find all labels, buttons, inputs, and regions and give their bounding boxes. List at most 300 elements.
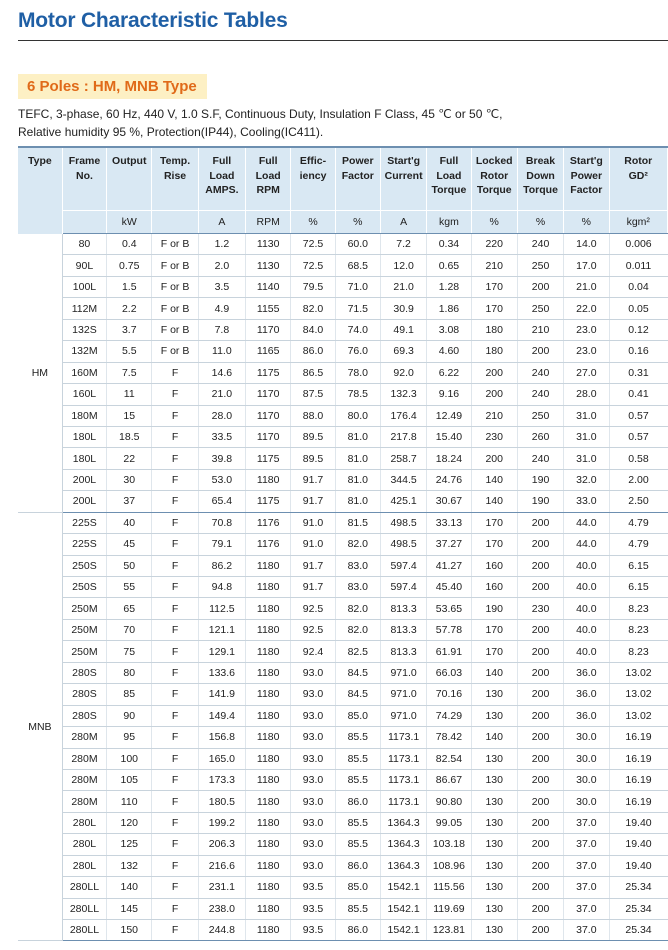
column-header-line: Output xyxy=(112,155,147,167)
table-cell: 32.0 xyxy=(564,469,609,490)
spec-text xyxy=(18,105,658,141)
table-cell: 93.0 xyxy=(291,662,335,683)
table-cell: 238.0 xyxy=(198,898,245,919)
table-cell: 27.0 xyxy=(564,362,609,383)
table-row xyxy=(18,319,668,340)
table-cell: 9.16 xyxy=(427,384,471,405)
table-cell: 344.5 xyxy=(380,469,426,490)
table-cell: 200 xyxy=(517,898,563,919)
table-cell: 110 xyxy=(107,791,152,812)
section-heading: 6 Poles : HM, MNB Type xyxy=(18,74,207,99)
column-header-line: Load xyxy=(255,169,281,182)
table-cell: 85 xyxy=(107,684,152,705)
column-header-line: Rise xyxy=(163,169,187,182)
table-cell: 173.3 xyxy=(198,769,245,790)
table-cell: 82.0 xyxy=(291,298,335,319)
table-cell: 216.6 xyxy=(198,855,245,876)
table-cell: 1165 xyxy=(246,341,291,362)
table-cell: 132.3 xyxy=(380,384,426,405)
table-cell: 93.5 xyxy=(291,898,335,919)
table-cell: 2.0 xyxy=(198,255,245,276)
table-cell: 141.9 xyxy=(198,684,245,705)
table-row xyxy=(18,426,668,447)
table-cell: 1180 xyxy=(246,791,291,812)
table-cell: 4.9 xyxy=(198,298,245,319)
table-cell: 90.80 xyxy=(427,791,471,812)
table-cell: 220 xyxy=(471,234,517,255)
table-cell: 1173.1 xyxy=(380,791,426,812)
table-cell: 31.0 xyxy=(564,426,609,447)
table-cell: 250 xyxy=(517,298,563,319)
table-cell: 45.40 xyxy=(427,577,471,598)
table-cell: F xyxy=(152,920,198,941)
column-header-line: Frame xyxy=(68,155,101,167)
table-cell: 217.8 xyxy=(380,426,426,447)
table-cell: 200 xyxy=(517,641,563,662)
units-row xyxy=(18,211,668,234)
table-cell: 16.19 xyxy=(609,791,668,812)
column-header xyxy=(564,147,609,211)
table-cell: 13.02 xyxy=(609,684,668,705)
table-row xyxy=(18,469,668,490)
table-cell: 30.0 xyxy=(564,727,609,748)
table-cell: 1180 xyxy=(246,727,291,748)
table-cell: 280LL xyxy=(62,898,106,919)
column-header xyxy=(291,147,335,211)
table-cell: 1180 xyxy=(246,469,291,490)
unit-cell: kW xyxy=(107,211,152,234)
table-cell: 93.5 xyxy=(291,920,335,941)
table-row xyxy=(18,577,668,598)
table-cell: 115.56 xyxy=(427,877,471,898)
table-cell: 1176 xyxy=(246,534,291,555)
table-cell: 22.0 xyxy=(564,298,609,319)
table-cell: 130 xyxy=(471,812,517,833)
table-cell: 170 xyxy=(471,298,517,319)
table-cell: 12.0 xyxy=(380,255,426,276)
table-cell: 86.5 xyxy=(291,362,335,383)
table-cell: F or B xyxy=(152,341,198,362)
table-cell: 0.57 xyxy=(609,426,668,447)
table-cell: 86.0 xyxy=(335,791,380,812)
table-cell: 165.0 xyxy=(198,748,245,769)
table-cell: 93.0 xyxy=(291,855,335,876)
table-cell: 230 xyxy=(471,426,517,447)
table-cell: 190 xyxy=(471,598,517,619)
table-row xyxy=(18,448,668,469)
spec-line-2: Relative humidity 95 %, Protection(IP44), Cooling(IC411). xyxy=(18,125,324,139)
table-cell: 25.34 xyxy=(609,877,668,898)
table-cell: 210 xyxy=(471,405,517,426)
table-cell: 231.1 xyxy=(198,877,245,898)
table-cell: 280M xyxy=(62,769,106,790)
table-cell: 200L xyxy=(62,491,106,512)
table-cell: 92.5 xyxy=(291,619,335,640)
table-cell: 1180 xyxy=(246,769,291,790)
table-cell: 85.0 xyxy=(335,877,380,898)
table-cell: 244.8 xyxy=(198,920,245,941)
table-row xyxy=(18,619,668,640)
table-cell: 0.12 xyxy=(609,319,668,340)
table-cell: 86.0 xyxy=(335,920,380,941)
table-cell: 971.0 xyxy=(380,684,426,705)
table-cell: 82.54 xyxy=(427,748,471,769)
column-header-line: iency xyxy=(299,169,327,182)
table-cell: F xyxy=(152,384,198,405)
table-cell: 150 xyxy=(107,920,152,941)
table-cell: F xyxy=(152,512,198,533)
table-cell: 160 xyxy=(471,555,517,576)
table-cell: 200 xyxy=(517,769,563,790)
table-row xyxy=(18,834,668,855)
column-header xyxy=(107,147,152,211)
table-cell: 0.4 xyxy=(107,234,152,255)
table-cell: 44.0 xyxy=(564,534,609,555)
table-cell: 250M xyxy=(62,598,106,619)
table-cell: 23.0 xyxy=(564,319,609,340)
table-cell: 130 xyxy=(471,855,517,876)
table-cell: 40.0 xyxy=(564,555,609,576)
table-cell: 1155 xyxy=(246,298,291,319)
table-cell: 132M xyxy=(62,341,106,362)
table-cell: 21.0 xyxy=(380,276,426,297)
table-cell: 74.29 xyxy=(427,705,471,726)
table-cell: 1173.1 xyxy=(380,748,426,769)
table-cell: 36.0 xyxy=(564,662,609,683)
table-row xyxy=(18,898,668,919)
table-cell: 813.3 xyxy=(380,619,426,640)
table-cell: 1173.1 xyxy=(380,727,426,748)
table-cell: 12.49 xyxy=(427,405,471,426)
table-cell: 40.0 xyxy=(564,598,609,619)
table-cell: 1180 xyxy=(246,598,291,619)
table-cell: 18.5 xyxy=(107,426,152,447)
table-cell: F xyxy=(152,705,198,726)
table-cell: 160 xyxy=(471,577,517,598)
table-cell: 140 xyxy=(471,662,517,683)
table-cell: 1170 xyxy=(246,384,291,405)
table-cell: 200 xyxy=(517,855,563,876)
table-cell: 1175 xyxy=(246,448,291,469)
table-cell: 33.13 xyxy=(427,512,471,533)
column-header-line: Current xyxy=(384,169,423,182)
table-cell: 91.7 xyxy=(291,577,335,598)
table-cell: 1176 xyxy=(246,512,291,533)
table-cell: 1.86 xyxy=(427,298,471,319)
table-cell: 2.50 xyxy=(609,491,668,512)
table-cell: 200 xyxy=(517,555,563,576)
column-header-line: Load xyxy=(209,169,235,182)
unit-cell xyxy=(62,211,106,234)
table-cell: 0.05 xyxy=(609,298,668,319)
table-cell: 1180 xyxy=(246,898,291,919)
table-cell: 280L xyxy=(62,812,106,833)
table-cell: 250M xyxy=(62,619,106,640)
table-cell: 132 xyxy=(107,855,152,876)
table-cell: 813.3 xyxy=(380,598,426,619)
table-cell: 280M xyxy=(62,791,106,812)
table-cell: 199.2 xyxy=(198,812,245,833)
table-cell: 45 xyxy=(107,534,152,555)
table-cell: 70.16 xyxy=(427,684,471,705)
table-cell: 82.5 xyxy=(335,641,380,662)
unit-cell: % xyxy=(291,211,335,234)
table-row xyxy=(18,491,668,512)
table-cell: 280S xyxy=(62,705,106,726)
table-cell: 170 xyxy=(471,512,517,533)
table-cell: 1173.1 xyxy=(380,769,426,790)
table-cell: 65 xyxy=(107,598,152,619)
table-cell: 260 xyxy=(517,426,563,447)
table-cell: 7.8 xyxy=(198,319,245,340)
table-cell: 49.1 xyxy=(380,319,426,340)
table-cell: 39.8 xyxy=(198,448,245,469)
table-cell: 91.7 xyxy=(291,469,335,490)
column-header xyxy=(152,147,198,211)
table-cell: 33.5 xyxy=(198,426,245,447)
table-cell: 11.0 xyxy=(198,341,245,362)
table-cell: 30.0 xyxy=(564,748,609,769)
table-cell: 1180 xyxy=(246,705,291,726)
table-cell: 200 xyxy=(517,877,563,898)
column-header-line: Start'g xyxy=(387,155,421,167)
table-cell: 119.69 xyxy=(427,898,471,919)
table-cell: 0.011 xyxy=(609,255,668,276)
table-cell: F xyxy=(152,491,198,512)
table-cell: 280L xyxy=(62,834,106,855)
table-cell: 200 xyxy=(517,512,563,533)
table-cell: 200 xyxy=(517,748,563,769)
table-cell: 40.0 xyxy=(564,641,609,662)
table-cell: 0.57 xyxy=(609,405,668,426)
table-cell: F xyxy=(152,855,198,876)
table-cell: 130 xyxy=(471,834,517,855)
table-cell: 1364.3 xyxy=(380,855,426,876)
column-header-line: Type xyxy=(28,155,52,167)
table-cell: 28.0 xyxy=(564,384,609,405)
table-cell: 1180 xyxy=(246,748,291,769)
table-cell: 78.42 xyxy=(427,727,471,748)
column-header-line: AMPS. xyxy=(205,184,239,196)
table-cell: 971.0 xyxy=(380,662,426,683)
table-cell: 190 xyxy=(517,491,563,512)
table-cell: 30.9 xyxy=(380,298,426,319)
table-cell: 129.1 xyxy=(198,641,245,662)
unit-cell: kgm² xyxy=(609,211,668,234)
table-cell: 120 xyxy=(107,812,152,833)
table-cell: 498.5 xyxy=(380,512,426,533)
page-title: Motor Characteristic Tables xyxy=(18,9,288,32)
table-cell: 28.0 xyxy=(198,405,245,426)
table-cell: 140 xyxy=(471,727,517,748)
table-cell: 15 xyxy=(107,405,152,426)
table-cell: 25.34 xyxy=(609,898,668,919)
table-cell: 200 xyxy=(517,276,563,297)
table-cell: 0.75 xyxy=(107,255,152,276)
column-header-line: RPM xyxy=(256,184,280,196)
table-cell: 125 xyxy=(107,834,152,855)
table-cell: 92.4 xyxy=(291,641,335,662)
table-cell: 23.0 xyxy=(564,341,609,362)
table-cell: 3.5 xyxy=(198,276,245,297)
spec-line-1: TEFC, 3-phase, 60 Hz, 440 V, 1.0 S.F, Continuous Duty, Insulation F Class, 45 ℃ or 50 ℃, xyxy=(18,107,503,121)
type-cell: HM xyxy=(18,234,62,513)
column-header xyxy=(198,147,245,211)
table-cell: 280S xyxy=(62,684,106,705)
table-cell: 31.0 xyxy=(564,405,609,426)
table-cell: 250 xyxy=(517,255,563,276)
table-cell: 85.5 xyxy=(335,812,380,833)
table-cell: 30 xyxy=(107,469,152,490)
table-cell: 280S xyxy=(62,662,106,683)
table-cell: 37.0 xyxy=(564,855,609,876)
table-cell: F or B xyxy=(152,234,198,255)
table-cell: 280L xyxy=(62,855,106,876)
table-cell: 11 xyxy=(107,384,152,405)
table-cell: 80 xyxy=(62,234,106,255)
table-cell: 24.76 xyxy=(427,469,471,490)
table-cell: 1364.3 xyxy=(380,834,426,855)
table-cell: 53.0 xyxy=(198,469,245,490)
table-cell: 86.0 xyxy=(335,855,380,876)
table-cell: 108.96 xyxy=(427,855,471,876)
table-row xyxy=(18,598,668,619)
table-cell: 1180 xyxy=(246,877,291,898)
table-cell: 78.5 xyxy=(335,384,380,405)
table-cell: 200 xyxy=(517,791,563,812)
table-cell: 91.0 xyxy=(291,512,335,533)
table-cell: F xyxy=(152,748,198,769)
table-cell: 597.4 xyxy=(380,577,426,598)
table-cell: 79.1 xyxy=(198,534,245,555)
table-cell: 93.0 xyxy=(291,748,335,769)
table-cell: 36.0 xyxy=(564,684,609,705)
column-header xyxy=(471,147,517,211)
table-cell: 74.0 xyxy=(335,319,380,340)
column-header-line: Full xyxy=(212,155,232,167)
type-cell: MNB xyxy=(18,512,62,941)
table-cell: F xyxy=(152,834,198,855)
table-cell: 70.8 xyxy=(198,512,245,533)
table-cell: 93.0 xyxy=(291,769,335,790)
table-cell: 130 xyxy=(471,877,517,898)
column-header xyxy=(18,147,62,234)
table-cell: 200 xyxy=(517,812,563,833)
column-header-line: Temp. xyxy=(159,155,191,167)
table-cell: 91.7 xyxy=(291,555,335,576)
table-cell: 76.0 xyxy=(335,341,380,362)
table-cell: 1180 xyxy=(246,834,291,855)
table-cell: 89.5 xyxy=(291,426,335,447)
table-cell: 88.0 xyxy=(291,405,335,426)
table-row xyxy=(18,234,668,255)
unit-cell: A xyxy=(198,211,245,234)
table-cell: 240 xyxy=(517,234,563,255)
table-cell: 180M xyxy=(62,405,106,426)
table-cell: 130 xyxy=(471,791,517,812)
table-cell: 1170 xyxy=(246,319,291,340)
table-cell: 6.15 xyxy=(609,577,668,598)
table-cell: 86.2 xyxy=(198,555,245,576)
table-cell: 93.0 xyxy=(291,705,335,726)
table-cell: 170 xyxy=(471,641,517,662)
table-cell: 25.34 xyxy=(609,920,668,941)
column-header-line: Torque xyxy=(523,184,558,196)
table-cell: 8.23 xyxy=(609,619,668,640)
table-row xyxy=(18,641,668,662)
table-cell: 140 xyxy=(471,491,517,512)
table-cell: 94.8 xyxy=(198,577,245,598)
table-cell: 91.0 xyxy=(291,534,335,555)
unit-cell: RPM xyxy=(246,211,291,234)
table-cell: 72.5 xyxy=(291,234,335,255)
table-cell: 498.5 xyxy=(380,534,426,555)
table-row xyxy=(18,855,668,876)
table-cell: 22 xyxy=(107,448,152,469)
table-cell: 0.16 xyxy=(609,341,668,362)
table-cell: 180.5 xyxy=(198,791,245,812)
table-cell: 280M xyxy=(62,727,106,748)
table-cell: 4.79 xyxy=(609,534,668,555)
table-row xyxy=(18,555,668,576)
table-cell: 3.08 xyxy=(427,319,471,340)
motor-characteristics-table xyxy=(18,146,668,941)
table-cell: 280LL xyxy=(62,877,106,898)
table-cell: 1542.1 xyxy=(380,920,426,941)
column-header-line: Torque xyxy=(431,184,467,196)
column-header-line: Factor xyxy=(341,169,374,182)
table-cell: 200 xyxy=(517,662,563,683)
table-cell: 250S xyxy=(62,577,106,598)
table-row xyxy=(18,769,668,790)
column-header-line: Rotor xyxy=(624,155,653,167)
table-row xyxy=(18,662,668,683)
column-header-line: Torque xyxy=(476,184,512,196)
table-cell: 200 xyxy=(517,834,563,855)
table-cell: 0.65 xyxy=(427,255,471,276)
table-cell: F xyxy=(152,877,198,898)
table-cell: 14.6 xyxy=(198,362,245,383)
table-cell: 14.0 xyxy=(564,234,609,255)
table-cell: 597.4 xyxy=(380,555,426,576)
table-cell: 176.4 xyxy=(380,405,426,426)
table-cell: 1542.1 xyxy=(380,898,426,919)
table-cell: 130 xyxy=(471,898,517,919)
table-cell: 81.0 xyxy=(335,491,380,512)
table-cell: 206.3 xyxy=(198,834,245,855)
table-cell: 200 xyxy=(517,920,563,941)
table-cell: 160M xyxy=(62,362,106,383)
table-cell: 81.0 xyxy=(335,426,380,447)
table-cell: 8.23 xyxy=(609,598,668,619)
table-cell: 21.0 xyxy=(198,384,245,405)
table-cell: 258.7 xyxy=(380,448,426,469)
table-cell: F xyxy=(152,769,198,790)
table-cell: F or B xyxy=(152,319,198,340)
column-header xyxy=(335,147,380,211)
table-cell: 13.02 xyxy=(609,662,668,683)
column-header-line: Load xyxy=(436,169,462,182)
table-cell: F or B xyxy=(152,255,198,276)
table-cell: 1175 xyxy=(246,491,291,512)
table-cell: 112M xyxy=(62,298,106,319)
table-cell: 80 xyxy=(107,662,152,683)
table-cell: F xyxy=(152,791,198,812)
table-cell: 1175 xyxy=(246,362,291,383)
table-cell: 50 xyxy=(107,555,152,576)
table-cell: 81.0 xyxy=(335,469,380,490)
table-cell: 40.0 xyxy=(564,619,609,640)
